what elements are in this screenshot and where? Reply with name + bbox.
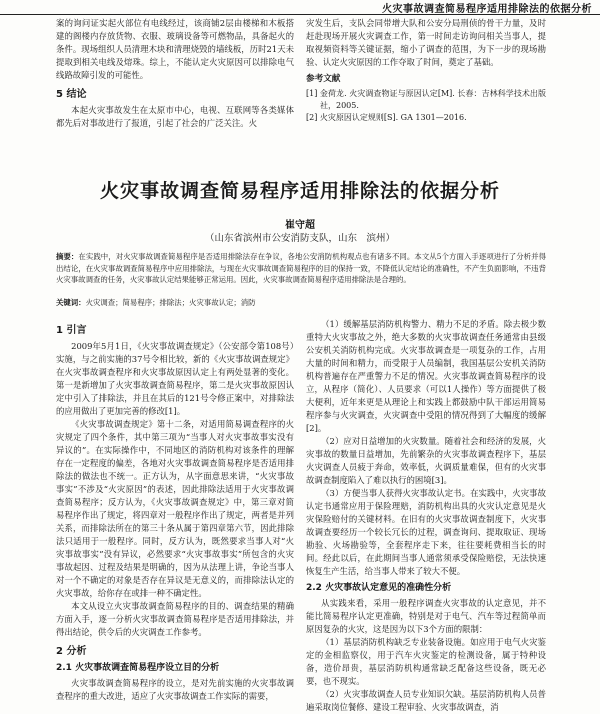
body-paragraph: 《火灾事故调查规定》第十二条，对适用简易调查程序的火灾规定了四个条件，其中第三项为“当事人对火灾事故事实没有异议的”。在实际操作中，不同地区的消防机构对该条件的理解存在一定程度的偏差，各地对火灾事故调查简易程序是否适用排除法的做法也不统一。正方认为，从字面意思来讲，“火灾事故事实”不涉及“火灾原因”的表述，因此排除法适用于火灾事故调查简易程序；反方认为，《火灾事故调查规定》中，第三章对简易程序作出了规定，将四章对一般程序作出了规定，两者是并列关系，而排除法所在的第三十条从属于第四章第六节，因此排除法只适用于一般程序。同时，反方认为，既然要求当事人对“火灾事故事实”没有异议，必然要求“火灾事故事实”所包含的火灾事故起因、过程及结果是明确的，因为从法理上讲，争论当事人对一个不确定的对象是否存在异议是无意义的，而排除法认定的火灾事故，给你存在或排一种不确定性。: [56, 419, 294, 598]
article-author: 崔守超: [285, 220, 315, 231]
running-title: 火灾事故调查简易程序适用排除法的依据分析: [382, 4, 592, 15]
keywords-label: 关键词：: [56, 298, 86, 307]
body-paragraph: （1）基层消防机构缺乏专业装备设施。如应用于电气火灾鉴定的金相监察仪，用于汽车火灾鉴定的检测设备，属于特种设备，造价昂贵，基层消防机构通常缺乏配备这些设备，既无必要，也不现实。: [306, 637, 546, 686]
conclusion-paragraph: 本起火灾事故发生在太原市中心，电视、互联网等各类媒体都先后对事故进行了报道，引起了社会的广泛关注。火: [56, 105, 294, 128]
reference-item: [1] 金荷龙. 火灾调查物证与原因认定[M]. 长春：吉林科学技术出版社，2005.: [306, 89, 546, 110]
conclusion-heading: 5 结论: [56, 89, 87, 100]
prev-article-paragraph-right: 灾发生后，支队会同带增大队和公安分局刑侦的骨干力量，及时赶赴现场开展火灾调查工作，第一时间走访询问相关当事人，提取视频资料等关键证据，缩小了调查的范围，为下一步的现场勘验、认定火灾原因的工作夺取了时间，奠定了基础。: [306, 18, 546, 67]
running-header: [0, 0, 600, 15]
body-paragraph: （2）应对日益增加的火灾数量。随着社会和经济的发展，火灾事故的数量日益增加，先前繁杂的火灾事故调查程序下，基层火灾调查人员疲于奔命，效率低，火调质量难保，但有的火灾事故调查制度陷入了难以执行的困境[3]。: [306, 436, 546, 485]
body-paragraph: （1）缓解基层消防机构警力、精力不足的矛盾。除去极少数重特大火灾事故之外，绝大多数的火灾事故调查任务通常由县级公安机关消防机构完成。火灾事故调查是一项复杂的工作，占用大量的时间和精力，而受限于人员编制，我国基层公安机关消防机构普遍存在严重警力不足的情况。火灾事故调查简易程序的设立，从程序（简化）、人员要求（可以1人操作）等方面提供了极大便利，近年来更是从理论上和实践上都鼓励中队干部运用简易程序参与火灾调查，火灾调查中受阻的情况得到了大幅度的缓解[2]。: [306, 319, 546, 433]
prev-article-right-column: [306, 17, 546, 124]
body-paragraph: 本文从设立火灾事故调查简易程序的目的、调查结果的精确方面入手，逐一分析火灾事故调查简易程序是否适用排除法，并得出结论，供令后的火灾调查工作参考。: [56, 601, 294, 637]
body-paragraph: 从实践来看，采用一般程序调查火灾事故的认定意见，并不能比简易程序认定更准确，特别是对于电气、汽车等过程简单而原因复杂的火灾，这是因为以下3个方面的限制：: [306, 598, 546, 634]
section-2-2-heading: 2.2 火灾事故认定意见的准确性分析: [306, 583, 452, 593]
article-keywords: [56, 297, 546, 308]
abstract-label: 摘要：: [56, 252, 79, 261]
section-2-heading: 2 分析: [56, 646, 87, 657]
references-heading: 参考文献: [306, 74, 341, 84]
keywords-text: 火灾调查；简易程序；排除法；火灾事故认定；消防: [85, 298, 256, 307]
article-left-column: [56, 318, 294, 701]
reference-item: [2] 火灾原因认定规则[S]. GA 1301—2016.: [306, 113, 467, 122]
article-right-column: [306, 318, 546, 712]
section-2-1-heading: 2.1 火灾事故调查简易程序设立目的分析: [56, 663, 220, 673]
body-paragraph: 火灾事故调查简易程序的设立，是对先前实施的火灾事故调查程序的重大改进，适应了火灾事故调查工作实际的需要，: [56, 678, 294, 701]
prev-article-left-column: [56, 17, 294, 130]
body-paragraph: （3）方便当事人获得火灾事故认定书。在实践中，火灾事故认定书通常应用于保险理赔，消防机构出具的火灾认定意见是火灾保险赔付的关键材料。在旧有的火灾事故调查制度下，火灾事故调查要经历一个较长冗长的过程，调查询问、提取取证、现场勘验、火场勘验等，全套程序走下来，往往要耗费相当长的时间。经此以后，在此期间当事人通常须承受保险赔偿，无法快速恢复生产生活，给当事人带来了较大不便。: [306, 488, 546, 576]
body-paragraph: （2）火灾事故调查人员专业知识欠缺。基层消防机构人员普遍采取岗位餐修、建设工程审验、火灾事故调查，消: [306, 689, 546, 712]
abstract-text: 在实践中，对火灾事故调查简易程序是否适用排除法存在争议，各地公安消防机构观点也有诸多不同。本文从5个方面入手逐项进行了分析并得出结论，在火灾事故调查简易程序中应用排除法，与现在火灾事故调查简易程序的目的保持一致，不降低认定结论的准确性，不产生负面影响，不违背火灾事故调查的任务，火灾事故认定结果能够正常运用。因此，火灾事故调查简易程序适用排除法是合理的。: [56, 252, 546, 284]
article-affiliation: （山东省滨州市公安消防支队，山东 滨州）: [204, 233, 395, 244]
section-1-heading: 1 引言: [56, 325, 87, 336]
prev-article-paragraph: 案的询问证实起火部位有电线经过，该商铺2层由楼梯和木板搭建的阁楼内存放货物、衣服、玻璃设备等可燃物品，具备起火的条件。现场组织人员清理木块和清理烧毁的墙线板，历时21天未提取到相关电线及熔珠。综上，不能认定火灾原因可以排除电气线路故障引发的可能性。: [56, 18, 294, 80]
article-abstract: [56, 251, 546, 286]
body-paragraph: 2009年5月1日，《火灾事故调查规定》（公安部令第108号）实施，与之前实施的37号令相比较，新的《火灾事故调查规定》在火灾事故调查程序和火灾事故原因认定上有两处显著的变化。第一是新增加了火灾事故调查简易程序，第二是火灾事故原因认定中引入了排除法，并且在其后的121号令修正案中，对排除法的应用做出了更加完善的修改[1]。: [56, 341, 294, 416]
article-title: 火灾事故调查简易程序适用排除法的依据分析: [99, 180, 500, 202]
